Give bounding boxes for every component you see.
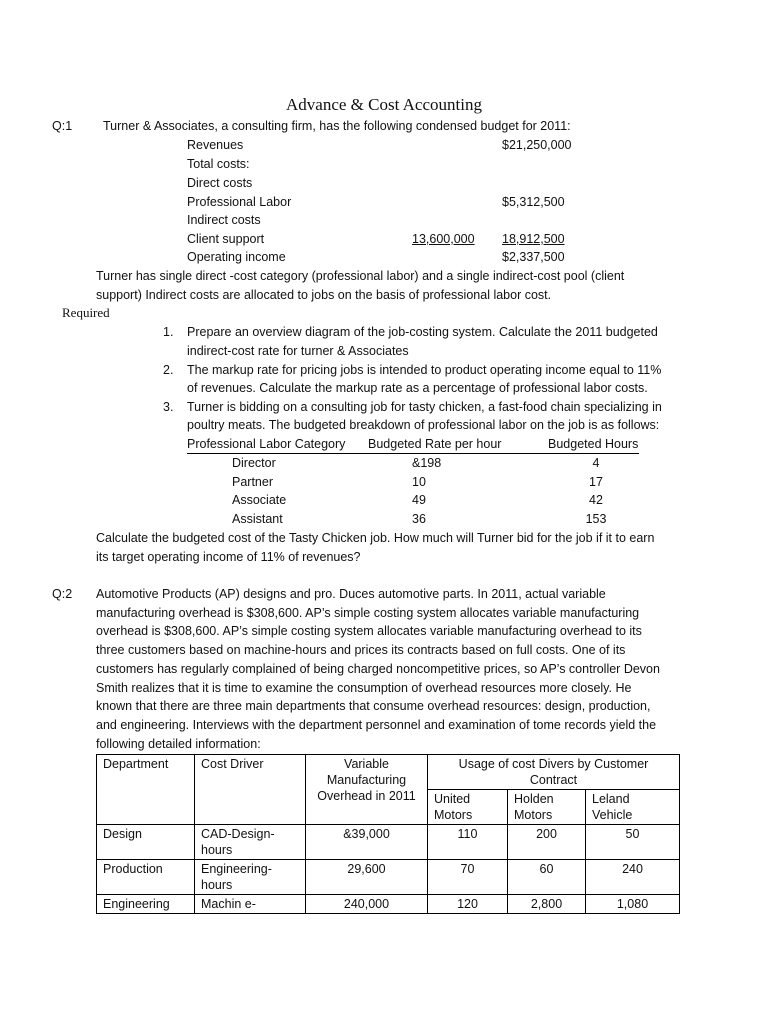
q1-closing-line1: Calculate the budgeted cost of the Tasty Chicken job. How much will Turner bid for the job if it to earn [96,531,655,545]
labor-row-associate-cat: Associate [232,493,287,507]
cell-leland: 1,080 [586,895,680,914]
labor-row-director-cat: Director [232,456,276,470]
q2-line7: known that there are three main departments that consume overhead resources: design, production, [96,699,651,713]
cell-driver: Machin e- [195,895,306,914]
q2-line8: and engineering. Interviews with the department personnel and examination of tome records yield the [96,718,657,732]
cell-overhead: 240,000 [306,895,428,914]
list-item-3-line1: Turner is bidding on a consulting job for tasty chicken, a fast-food chain specializing in [187,400,662,414]
th-cost-driver: Cost Driver [195,755,306,825]
th-variable-overhead: Variable Manufacturing Overhead in 2011 [306,755,428,825]
labor-row-associate-rate: 49 [412,493,426,507]
department-table [96,754,680,914]
q1-paragraph-line2: support) Indirect costs are allocated to jobs on the basis of professional labor cost. [96,288,552,302]
budget-revenues-value: $21,250,000 [502,138,572,152]
cell-holden: 200 [508,825,586,860]
labor-header-category: Professional Labor Category [187,437,346,451]
labor-row-assistant-rate: 36 [412,512,426,526]
q2-line3: overhead is $308,600. AP’s simple costing system allocates variable manufacturing overhead to its [96,624,642,638]
table-row [97,860,680,895]
labor-row-partner-rate: 10 [412,475,426,489]
q2-line6: Smith realizes that it is time to examine the consumption of overhead resources more closely. He [96,681,632,695]
list-item-1-line1: Prepare an overview diagram of the job-costing system. Calculate the 2011 budgeted [187,325,658,339]
th-united-motors: United Motors [428,790,508,825]
table-header-row [97,755,680,790]
budget-direct-costs-label: Direct costs [187,176,253,190]
labor-row-assistant-cat: Assistant [232,512,283,526]
table-row [97,825,680,860]
required-heading: Required [62,305,110,320]
list-item-1-num: 1. [163,325,174,339]
q2-line9: following detailed information: [96,737,261,751]
labor-header-rate: Budgeted Rate per hour [368,437,502,451]
labor-header-row [187,436,639,454]
q2-line2: manufacturing overhead is $308,600. AP’s simple costing system allocates variable manufacturing [96,606,640,620]
labor-row-director-rate: &198 [412,456,442,470]
list-item-2-num: 2. [163,363,174,377]
budget-client-support-label: Client support [187,232,265,246]
labor-row-associate-hours: 42 [589,493,603,507]
cell-united: 110 [428,825,508,860]
budget-indirect-costs-label: Indirect costs [187,213,261,227]
labor-row-assistant-hours: 153 [585,512,607,526]
budget-operating-income-value: $2,337,500 [502,250,565,264]
budget-prof-labor-value: $5,312,500 [502,195,565,209]
th-leland-vehicle: Leland Vehicle [586,790,680,825]
th-usage: Usage of cost Divers by Customer Contract [428,755,680,790]
budget-operating-income-label: Operating income [187,250,286,264]
cell-united: 120 [428,895,508,914]
q1-paragraph-line1: Turner has single direct -cost category (professional labor) and a single indirect-cost pool (client [96,269,625,283]
cell-dept: Production [97,860,195,895]
labor-row-director-hours: 4 [592,456,600,470]
q2-line4: three customers based on machine-hours and prices its contracts based on full costs. One of its [96,643,626,657]
q1-intro: Turner & Associates, a consulting firm, has the following condensed budget for 2011: [103,119,571,133]
cell-driver: CAD-Design-hours [195,825,306,860]
cell-leland: 50 [586,825,680,860]
table-row [97,895,680,914]
cell-overhead: 29,600 [306,860,428,895]
q2-line5: customers has regularly complained of being charged noncompetitive prices, so AP’s controller Devon [96,662,660,676]
budget-revenues-label: Revenues [187,138,244,152]
th-holden-motors: Holden Motors [508,790,586,825]
list-item-3-num: 3. [163,400,174,414]
q2-line1: Automotive Products (AP) designs and pro. Duces automotive parts. In 2011, actual variable [96,587,606,601]
cell-holden: 60 [508,860,586,895]
th-department: Department [97,755,195,825]
budget-client-support-value1: 13,600,000 [412,232,475,246]
labor-header-hours: Budgeted Hours [548,437,639,451]
list-item-1-line2: indirect-cost rate for turner & Associates [187,344,409,358]
cell-dept: Design [97,825,195,860]
budget-total-costs-label: Total costs: [187,157,250,171]
cell-holden: 2,800 [508,895,586,914]
list-item-3-line2: poultry meats. The budgeted breakdown of professional labor on the job is as follows: [187,418,660,432]
list-item-2-line1: The markup rate for pricing jobs is intended to product operating income equal to 11% [187,363,662,377]
labor-row-partner-hours: 17 [589,475,603,489]
budget-prof-labor-label: Professional Labor [187,195,292,209]
budget-client-support-value2: 18,912,500 [502,232,565,246]
document-title: Advance & Cost Accounting [286,95,482,114]
cell-united: 70 [428,860,508,895]
cell-overhead: &39,000 [306,825,428,860]
cell-driver: Engineering-hours [195,860,306,895]
cell-leland: 240 [586,860,680,895]
q1-label: Q:1 [52,119,73,133]
list-item-2-line2: of revenues. Calculate the markup rate as a percentage of professional labor costs. [187,381,648,395]
q1-closing-line2: its target operating income of 11% of revenues? [96,550,361,564]
cell-dept: Engineering [97,895,195,914]
q2-label: Q:2 [52,587,73,601]
labor-row-partner-cat: Partner [232,475,273,489]
